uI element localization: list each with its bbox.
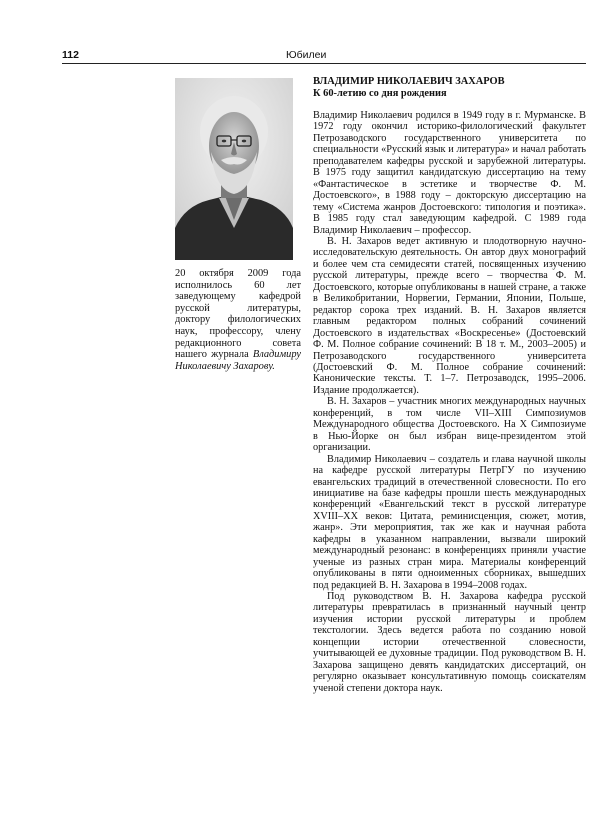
caption-name: Владимиру Николаевичу Захарову. (175, 349, 301, 372)
article-paragraph: В. Н. Захаров ведет активную и плодотворную научно-исследовательскую деятельность. Он автор двух монографий и более чем ста семидесяти статей, посвященных изучению русской литературы, прежде всего – творчества Ф. М. Достоевского, которые опубликованы в нашей стране, а также в Великобритании, Норвегии, Германии, Японии, Польше, редактор сорока трех изданий. В. Н. Захаров является главным редактором полных собраний сочинений Достоевского в издательствах «Воскресенье» (Достоевский Ф. М. Полное собрание сочинений: В 18 т. М., 2003–2005) и Петрозаводского государственного университета (Достоевский Ф. М. Полное собрание сочинений: Канонические тексты. Т. 1–7. Петрозаводск, 1995–2006. Издание продолжается). (313, 235, 586, 396)
article-paragraph: Под руководством В. Н. Захарова кафедра русской литературы превратилась в признанный научный центр изучения истории русской литературы и проблем текстологии. Здесь ведется работа по созданию новой концепции истории отечественной словесности, учитывающей ее духовные традиции. Под руководством В. Н. Захарова защищено девять кандидатских диссертаций, он регулярно оказывает консультативную помощь соискателям ученой степени доктора наук. (313, 591, 586, 694)
page-number: 112 (62, 49, 79, 61)
caption-text: 20 октября 2009 года исполнилось 60 лет заведующему кафедрой русской литературы, доктору филологических наук, профессору, члену редакционного совета нашего журнала (175, 268, 301, 361)
article-paragraph: Владимир Николаевич – создатель и глава научной школы на кафедре русской литературы ПетрГУ по изучению евангельских традиций в отечественной словесности. По его инициативе на базе кафедры прошли шесть международных конференций «Евангельский текст в русской литературе XVIII–XX веков: Цитата, реминисценция, сюжет, мотив, жанр». Эти мероприятия, так же как и научная работа кафедры в указанном направлении, вызвали широкий международный резонанс: в конференциях приняли участие ученые из разных стран мира. Материалы конференций опубликованы в пяти одноименных сборниках, вышедших под редакцией В. Н. Захарова в 1994–2008 годах. (313, 453, 586, 591)
portrait-photo (175, 78, 293, 260)
running-head: Юбилеи (286, 49, 327, 61)
article-title: ВЛАДИМИР НИКОЛАЕВИЧ ЗАХАРОВ (313, 76, 505, 87)
article-heading (313, 76, 586, 100)
article-body (313, 110, 586, 694)
photo-caption (175, 268, 301, 372)
page-header (62, 47, 586, 64)
article-paragraph: Владимир Николаевич родился в 1949 году в г. Мурманске. В 1972 году окончил историко-филологический факультет Петрозаводского государственного университета по специальности «Русский язык и литература» и начал работать преподавателем кафедры русской и зарубежной литературы. В 1975 году защитил кандидатскую диссертацию на тему «Фантастическое в эстетике и творчестве Ф. М. Достоевского», в 1988 году – докторскую диссертацию на тему «Система жанров Достоевского: типология и поэтика». В 1985 году стал заведующим кафедрой. С 1989 года Владимир Николаевич – профессор. (313, 110, 586, 236)
article-subtitle: К 60-летию со дня рождения (313, 88, 447, 99)
article-paragraph: В. Н. Захаров – участник многих международных научных конференций, в том числе VII–XIII Симпозиумов Международного общества Достоевского. На X Симпозиуме в Нью-Йорке он был избран вице-президентом этой организации. (313, 396, 586, 454)
